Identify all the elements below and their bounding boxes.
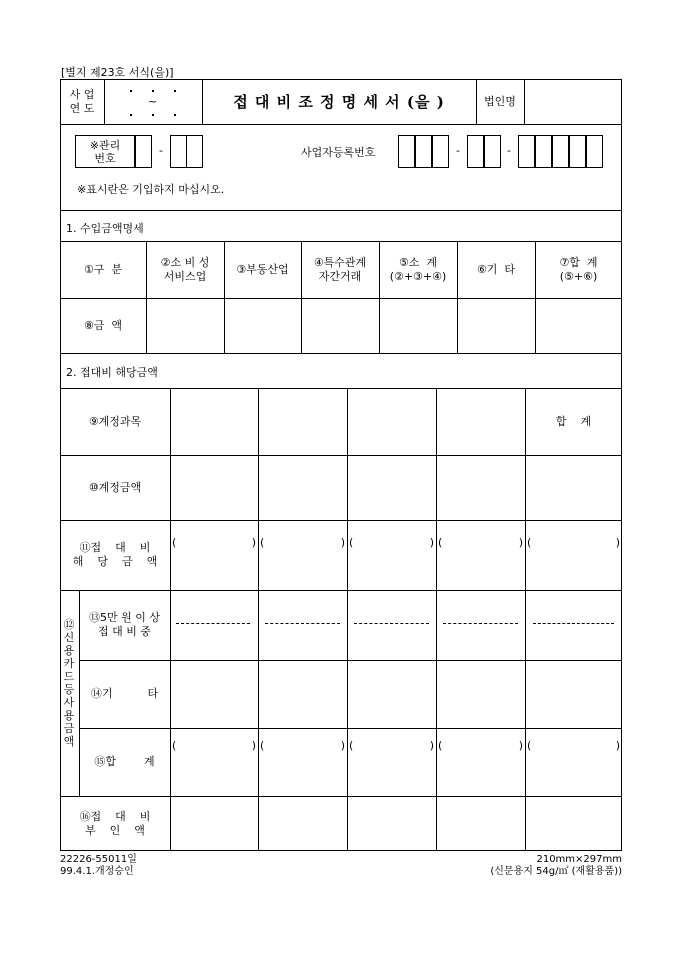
form-reference: [별지 제23호 서식(을)] xyxy=(61,66,174,79)
col-category: ①구 분 xyxy=(83,262,123,276)
over-50k-label: ⑬5만 원 이 상 접 대 비 중 xyxy=(89,611,160,638)
denied-amount-field-3[interactable] xyxy=(347,796,436,851)
col-subtotal: ⑤소 계 (②+③+④) xyxy=(389,255,447,283)
over-50k-field-1[interactable] xyxy=(170,590,258,660)
card-total-field-3[interactable]: ( ) xyxy=(349,739,434,752)
entertainment-amount-field-1[interactable]: ( ) xyxy=(172,536,256,549)
business-registration-field-1[interactable] xyxy=(398,135,452,168)
corporation-name-field[interactable] xyxy=(524,79,622,124)
over-50k-field-2[interactable] xyxy=(258,590,347,660)
management-number-field-2[interactable] xyxy=(170,135,206,168)
business-registration-dash-1: - xyxy=(456,144,460,157)
business-registration-dash-2: - xyxy=(507,144,511,157)
amount-total-field[interactable] xyxy=(535,298,622,353)
amount-consumer-service-field[interactable] xyxy=(146,298,224,353)
paper-spec-note: (신문용지 54g/㎡ (재활용품)) xyxy=(490,866,622,877)
denied-amount-total-field[interactable] xyxy=(525,796,622,851)
denied-amount-field-2[interactable] xyxy=(258,796,347,851)
over-50k-field-4[interactable] xyxy=(436,590,525,660)
col-total: ⑦합 계 (⑤+⑥) xyxy=(559,255,598,283)
account-title-field-3[interactable] xyxy=(347,388,436,455)
card-other-total-field[interactable] xyxy=(525,660,622,728)
account-amount-field-1[interactable] xyxy=(170,455,258,520)
col-related-party: ④특수관계 자간거래 xyxy=(313,255,367,283)
denied-amount-field-4[interactable] xyxy=(436,796,525,851)
entertainment-amount-field-3[interactable]: ( ) xyxy=(349,536,434,549)
management-number-label: ※관리 번호 xyxy=(89,138,121,165)
over-50k-total-field[interactable] xyxy=(525,590,622,660)
card-other-field-2[interactable] xyxy=(258,660,347,728)
corporation-name-label: 법인명 xyxy=(484,94,516,108)
account-amount-field-2[interactable] xyxy=(258,455,347,520)
card-other-label: ⑭기 타 xyxy=(90,687,159,700)
card-total-field-1[interactable]: ( ) xyxy=(172,739,256,752)
amount-related-party-field[interactable] xyxy=(301,298,379,353)
account-total-label: 합 계 xyxy=(555,414,592,428)
card-total-grand-field[interactable]: ( ) xyxy=(527,739,620,752)
form-approval-note: 22226-55011일 99.4.1.개정승인 xyxy=(60,854,137,877)
period-tilde: ~ xyxy=(148,95,158,108)
entertainment-amount-field-2[interactable]: ( ) xyxy=(260,536,345,549)
card-usage-group-label: ⑫신용카드등 사용금액 xyxy=(63,618,75,748)
card-other-field-3[interactable] xyxy=(347,660,436,728)
card-total-field-2[interactable]: ( ) xyxy=(260,739,345,752)
entertainment-amount-label: ⑪접 대 비 해 당 금 액 xyxy=(72,541,158,568)
internal-use-note: ※표시란은 기입하지 마십시오. xyxy=(77,183,225,196)
account-amount-field-3[interactable] xyxy=(347,455,436,520)
card-total-field-4[interactable]: ( ) xyxy=(438,739,523,752)
amount-other-field[interactable] xyxy=(457,298,535,353)
over-50k-field-3[interactable] xyxy=(347,590,436,660)
account-amount-total-field[interactable] xyxy=(525,455,622,520)
card-total-label: ⑮합 계 xyxy=(94,755,155,768)
account-amount-label: ⑩계정금액 xyxy=(88,480,142,494)
card-other-field-1[interactable] xyxy=(170,660,258,728)
business-registration-field-2[interactable] xyxy=(467,135,503,168)
account-title-field-4[interactable] xyxy=(436,388,525,455)
section1-title: 1. 수입금액명세 xyxy=(66,222,144,235)
business-registration-label: 사업자등록번호 xyxy=(301,146,376,159)
col-other: ⑥기 타 xyxy=(476,262,516,276)
card-other-field-4[interactable] xyxy=(436,660,525,728)
amount-label: ⑧금 액 xyxy=(83,318,123,332)
management-number-dash: - xyxy=(159,144,163,157)
entertainment-amount-total-field[interactable]: ( ) xyxy=(527,536,620,549)
business-registration-field-3[interactable] xyxy=(518,135,606,168)
account-title-label: ⑨계정과목 xyxy=(88,414,142,428)
account-amount-field-4[interactable] xyxy=(436,455,525,520)
entertainment-amount-field-4[interactable]: ( ) xyxy=(438,536,523,549)
form-title: 접 대 비 조 정 명 세 서 (을 ) xyxy=(233,92,445,111)
business-year-period-field[interactable] xyxy=(104,79,202,124)
amount-subtotal-field[interactable] xyxy=(379,298,457,353)
management-number-field-1[interactable] xyxy=(135,135,155,168)
business-year-label: 사 업 연 도 xyxy=(69,87,95,115)
denied-amount-label: ⑯접 대 비 부 인 액 xyxy=(79,809,151,837)
account-title-field-1[interactable] xyxy=(170,388,258,455)
paper-size-note: 210mm×297mm xyxy=(536,854,622,865)
denied-amount-field-1[interactable] xyxy=(170,796,258,851)
amount-real-estate-field[interactable] xyxy=(224,298,301,353)
account-title-field-2[interactable] xyxy=(258,388,347,455)
col-consumer-service: ②소 비 성 서비스업 xyxy=(160,255,210,283)
management-number-label-box xyxy=(75,135,135,168)
col-real-estate: ③부동산업 xyxy=(236,262,289,276)
section2-title: 2. 접대비 해당금액 xyxy=(66,366,158,379)
